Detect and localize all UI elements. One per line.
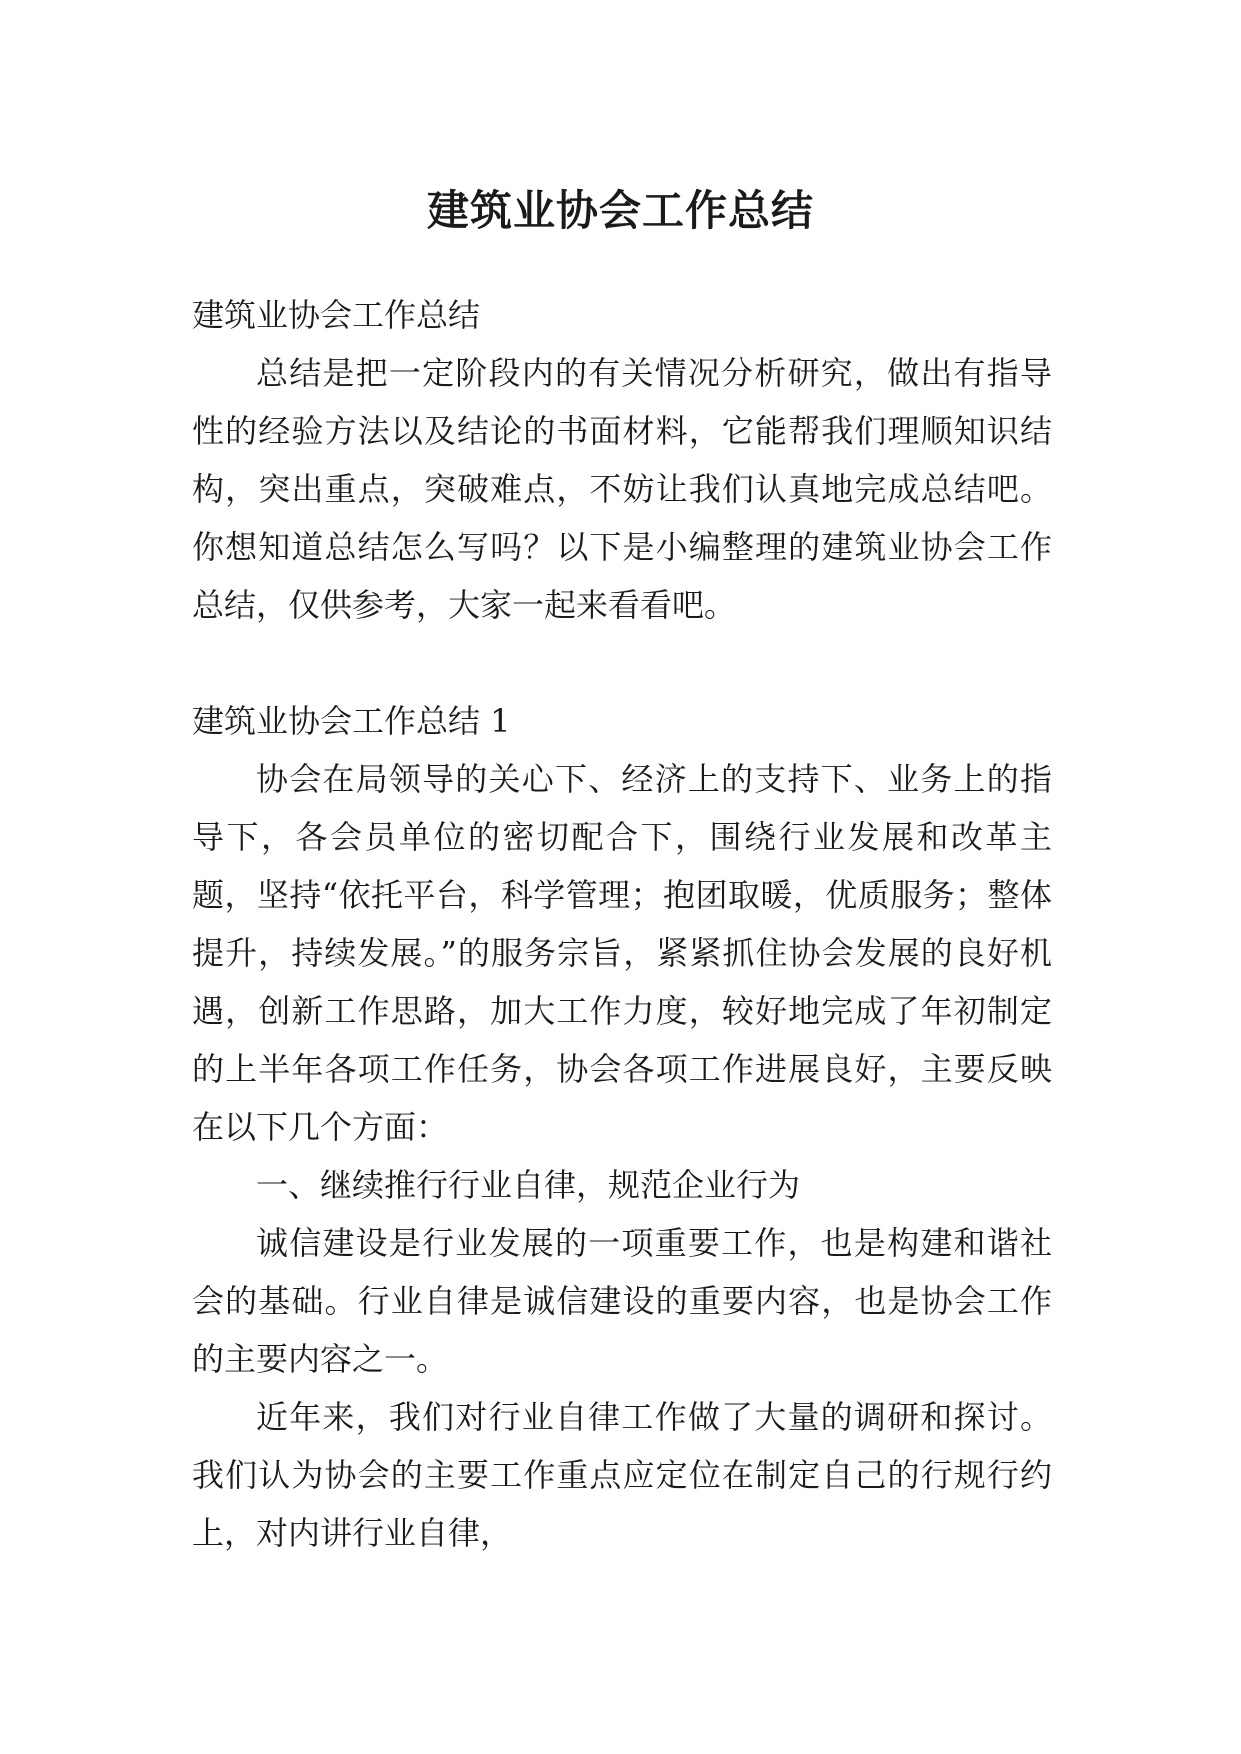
document-body [192,286,1052,1562]
subheading: 一、继续推行行业自律，规范企业行为 [256,1166,801,1204]
document-title: 建筑业协会工作总结 [426,186,814,236]
paragraph-3: 近年来，我们对行业自律工作做了大量的调研和探讨。我们认为协会的主要工作重点应定位在制定自己的行规行约上，对内讲行业自律， [192,1398,1052,1552]
heading: 建筑业协会工作总结 [192,296,481,334]
intro-paragraph: 总结是把一定阶段内的有关情况分析研究，做出有指导性的经验方法以及结论的书面材料，它能帮我们理顺知识结构，突出重点，突破难点，不妨让我们认真地完成总结吧。你想知道总结怎么写吗？以下是小编整理的建筑业协会工作总结，仅供参考，大家一起来看看吧。 [192,354,1052,624]
paragraph-1: 协会在局领导的关心下、经济上的支持下、业务上的指导下，各会员单位的密切配合下，围绕行业发展和改革主题，坚持“依托平台，科学管理；抱团取暖，优质服务；整体提升，持续发展。”的服务宗旨，紧紧抓住协会发展的良好机遇，创新工作思路，加大工作力度，较好地完成了年初制定的上半年各项工作任务，协会各项工作进展良好，主要反映在以下几个方面： [192,760,1052,1146]
section-heading: 建筑业协会工作总结 1 [192,702,511,740]
spacer [192,634,1052,692]
paragraph-2: 诚信建设是行业发展的一项重要工作，也是构建和谐社会的基础。行业自律是诚信建设的重要内容，也是协会工作的主要内容之一。 [192,1224,1052,1378]
